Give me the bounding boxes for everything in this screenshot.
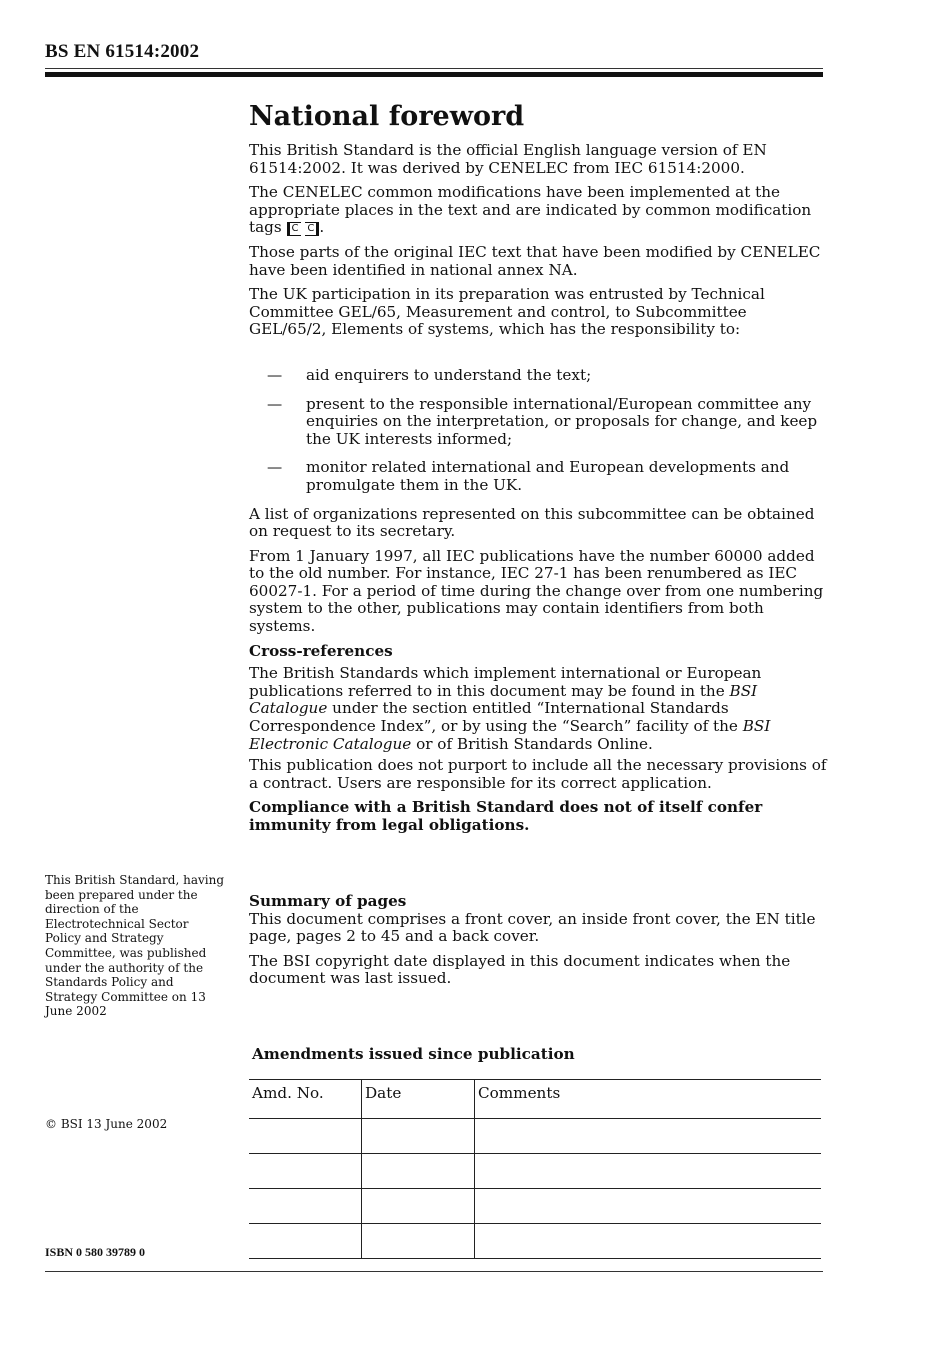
organizations-paragraph: A list of organizations represented on this subcommittee can be obtained on request to its secretary.: [249, 504, 815, 541]
crossref-text-c: under the section entitled “International Standards Correspondence Index”, or by using the “Search” facility of the: [249, 699, 738, 736]
modifications-paragraph: The CENELEC common modifications have been implemented at the appropriate places in the text and are indicated by common modification tags C C .: [249, 183, 812, 237]
crossref-text-a: The British Standards which implement international or European publications referred to in this document may be found in the: [249, 664, 762, 700]
list-item-text: present to the responsible international/European committee any enquiries on the interpretation, or proposals for change, and keep the UK interests informed;: [306, 394, 818, 448]
list-item-text: monitor related international and European developments and promulgate them in the UK.: [306, 458, 790, 494]
table-row: [249, 1119, 821, 1154]
amendments-table: [249, 1079, 821, 1259]
bsi-catalogue-ref: BSI Catalogue: [249, 681, 758, 718]
bsi-electronic-catalogue-ref: BSI Electronic Catalogue: [249, 717, 771, 753]
summary-heading: Summary of pages: [249, 892, 407, 910]
modifications-text: The CENELEC common modifications have been implemented at the appropriate places in the text and are indicated by common modification tags: [249, 183, 812, 237]
table-row: [249, 1189, 821, 1224]
table-row: [249, 1224, 821, 1259]
summary-of-pages: [249, 893, 827, 995]
summary-paragraph: This document comprises a front cover, an inside front cover, the EN title page, pages 2 to 45 and a back cover.: [249, 909, 816, 946]
dash-bullet: —: [267, 458, 283, 477]
crossref-paragraph: [249, 665, 827, 753]
list-item: [249, 367, 827, 385]
responsibilities-list: [249, 367, 827, 495]
dash-bullet: —: [267, 394, 283, 413]
crossref-text-e: or of British Standards Online.: [416, 734, 653, 753]
header-rule-thick: [45, 72, 823, 77]
compliance-statement: Compliance with a British Standard does not of itself confer immunity from legal obligations.: [249, 798, 763, 834]
list-item: [249, 459, 827, 494]
column-header-date: Date: [362, 1080, 475, 1119]
list-item-text: aid enquirers to understand the text;: [306, 365, 592, 384]
table-row: [249, 1154, 821, 1189]
isbn: ISBN 0 580 39789 0: [45, 1245, 146, 1259]
list-item: [249, 396, 827, 449]
uk-participation-paragraph: The UK participation in its preparation was entrusted by Technical Committee GEL/65, Measurement and control, to Subcommittee GEL/65/2, Elements of systems, which has the responsibility to:: [249, 285, 765, 339]
intro-paragraph: This British Standard is the official English language version of EN 61514:2002. It was derived by CENELEC from IEC 61514:2000.: [249, 141, 767, 177]
table-header-row: [249, 1080, 821, 1119]
copyright-date-paragraph: The BSI copyright date displayed in this document indicates when the document was last issued.: [249, 951, 791, 988]
page-title: National foreword: [249, 101, 525, 132]
iec-modified-paragraph: Those parts of the original IEC text that have been modified by CENELEC have been identified in national annex NA.: [249, 242, 821, 279]
dash-bullet: —: [267, 365, 283, 384]
numbering-paragraph: From 1 January 1997, all IEC publications have the number 60000 added to the old number. For instance, IEC 27-1 has been renumbered as IEC 60027-1. For a period of time during the change over from one numbering system to the other, publications may contain identifiers from both systems.: [249, 546, 824, 636]
provisions-paragraph: This publication does not purport to include all the necessary provisions of a contract. Users are responsible for its correct application.: [249, 756, 827, 792]
amendments-title: Amendments issued since publication: [252, 1045, 575, 1063]
header-rule-thin: [45, 68, 823, 69]
publication-note: This British Standard, having been prepared under the direction of the Electrotechnical Sector Policy and Strategy Committee, was published under the authority of the Standards Policy and Strategy Committee on 13 June 2002: [45, 873, 225, 1019]
modification-tag-open-icon: C: [287, 222, 301, 236]
modification-tag-close-icon: C: [305, 222, 319, 236]
copyright-notice: © BSI 13 June 2002: [45, 1117, 168, 1131]
document-id: BS EN 61514:2002: [45, 41, 200, 62]
national-foreword: [249, 100, 827, 842]
column-header-comments: Comments: [475, 1080, 822, 1119]
crossref-heading: Cross-references: [249, 641, 393, 660]
column-header-amd-no: Amd. No.: [249, 1080, 362, 1119]
footer-rule: [45, 1271, 823, 1272]
